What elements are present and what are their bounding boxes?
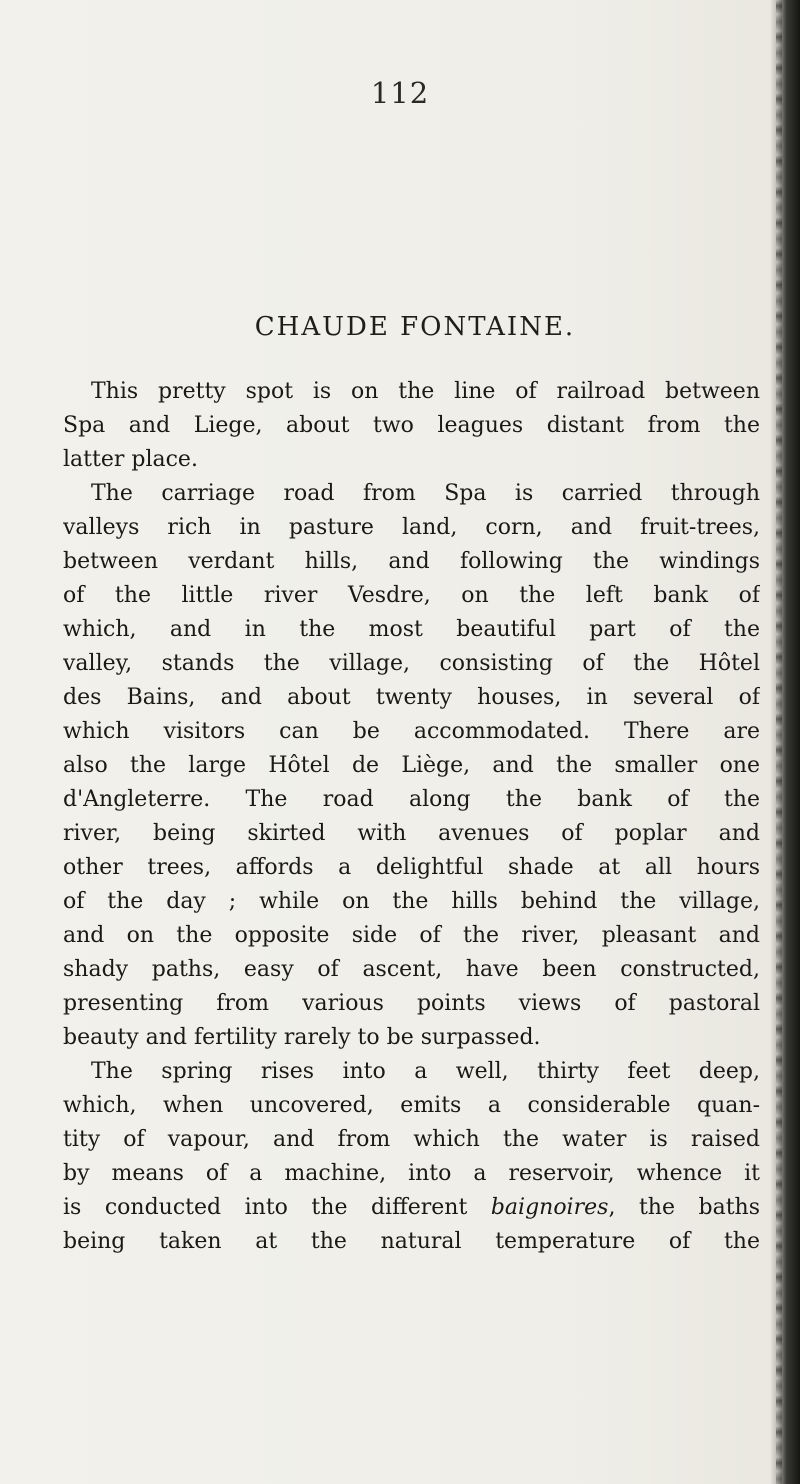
chapter-title: CHAUDE FONTAINE. — [254, 312, 576, 342]
text-line: valleys rich in pasture land, corn, and fruit-trees, — [63, 515, 760, 540]
text-line: The spring rises into a well, thirty feet deep, — [91, 1059, 760, 1084]
text-line: being taken at the natural temperature of the — [63, 1229, 760, 1254]
text-line: and on the opposite side of the river, pleasant and — [63, 923, 760, 948]
text-line: by means of a machine, into a reservoir, whence it — [63, 1161, 760, 1186]
text-line: valley, stands the village, consisting of the Hôtel — [63, 651, 760, 676]
text-line: beauty and fertility rarely to be surpassed. — [63, 1025, 541, 1050]
text-line: also the large Hôtel de Liège, and the smaller one — [63, 753, 760, 778]
text-line: is conducted into the different baignoires, the baths — [63, 1195, 760, 1220]
text-line: which, and in the most beautiful part of the — [63, 617, 760, 642]
text-line: d'Angleterre. The road along the bank of the — [63, 787, 760, 812]
text-line: of the little river Vesdre, on the left bank of — [63, 583, 760, 608]
body-text — [63, 375, 760, 1259]
binding-edge — [770, 0, 800, 1484]
text-line: other trees, affords a delightful shade at all hours — [63, 855, 760, 880]
text-line: presenting from various points views of pastoral — [63, 991, 760, 1016]
page-number: 112 — [370, 76, 430, 110]
text-line: which, when uncovered, emits a considerable quan- — [63, 1093, 760, 1118]
text-line: which visitors can be accommodated. There are — [63, 719, 760, 744]
text-line: Spa and Liege, about two leagues distant from the — [63, 413, 760, 438]
text-line: shady paths, easy of ascent, have been constructed, — [63, 957, 760, 982]
text-line: latter place. — [63, 447, 198, 472]
text-line: of the day ; while on the hills behind the village, — [63, 889, 760, 914]
text-line: between verdant hills, and following the windings — [63, 549, 760, 574]
text-line: des Bains, and about twenty houses, in several of — [63, 685, 760, 710]
text-line: This pretty spot is on the line of railroad between — [91, 379, 760, 404]
text-line: river, being skirted with avenues of poplar and — [63, 821, 760, 846]
text-line: tity of vapour, and from which the water is raised — [63, 1127, 760, 1152]
text-line: The carriage road from Spa is carried through — [91, 481, 760, 506]
